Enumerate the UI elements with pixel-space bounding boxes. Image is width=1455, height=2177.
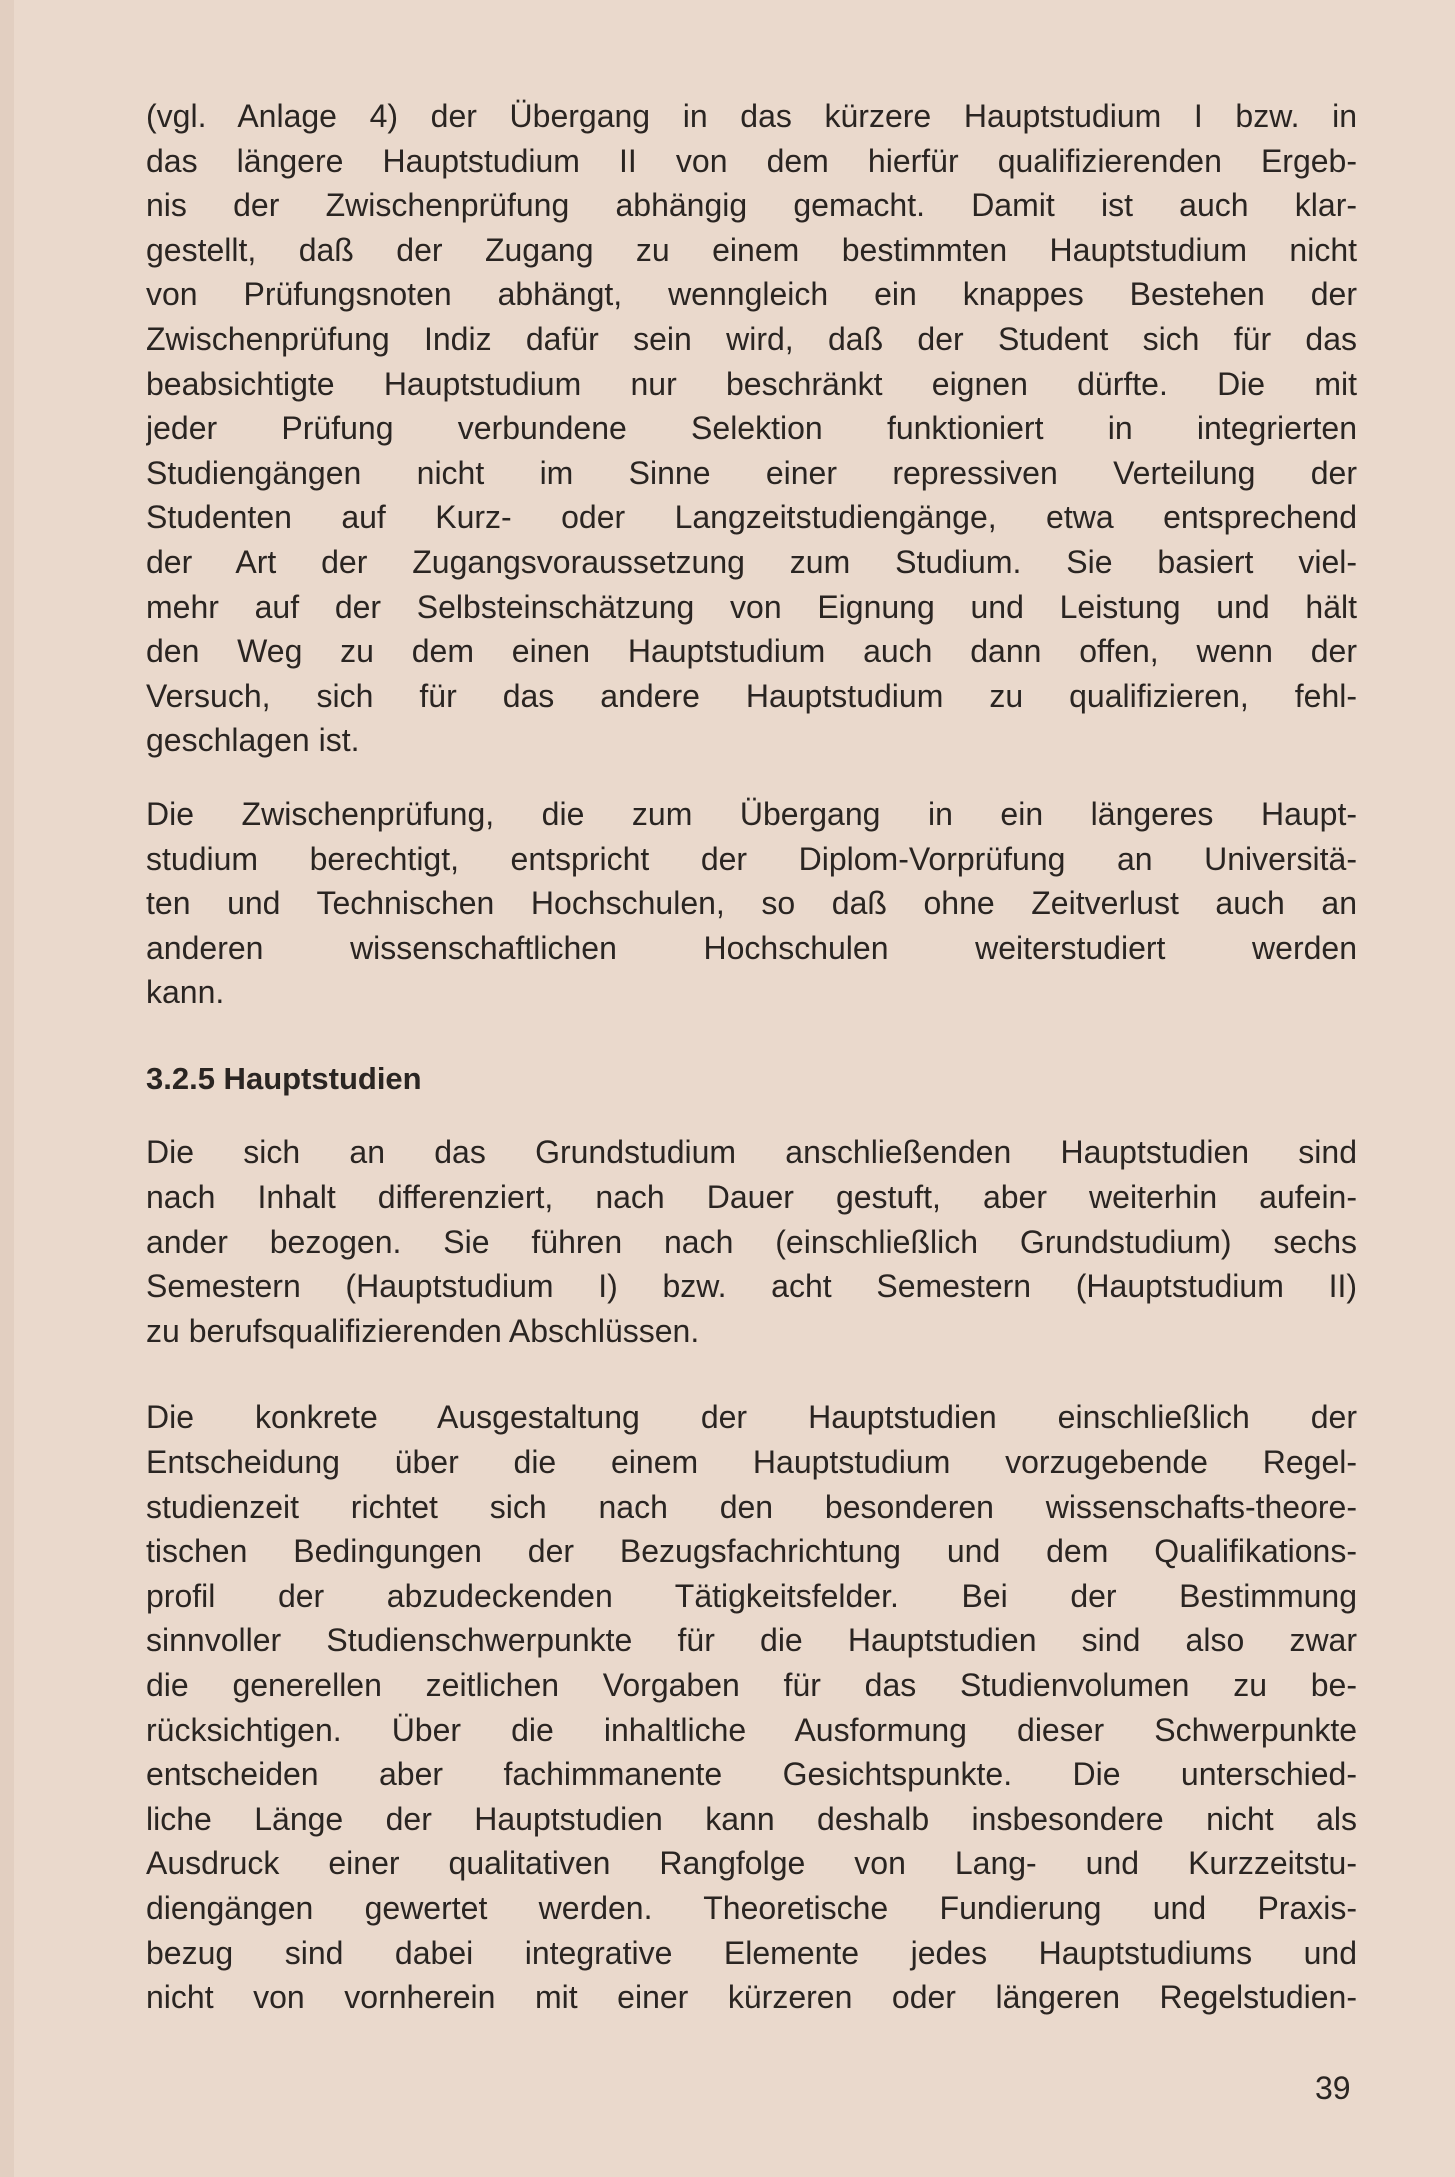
text-line: studienzeit richtet sich nach den besonderen wissenschafts-theore- [146, 1488, 1357, 1525]
paragraph-2 [146, 792, 1357, 1015]
text-line: kann. [146, 974, 225, 1011]
text-line: bezug sind dabei integrative Elemente jedes Hauptstudiums und [146, 1934, 1357, 1971]
text-line: nicht von vornherein mit einer kürzeren oder längeren Regelstudien- [146, 1979, 1357, 2016]
text-line: das längere Hauptstudium II von dem hierfür qualifizierenden Ergeb- [146, 142, 1357, 179]
text-line: Studiengängen nicht im Sinne einer repressiven Verteilung der [146, 454, 1357, 491]
text-line: zu berufsqualifizierenden Abschlüssen. [146, 1312, 700, 1349]
text-line: Versuch, sich für das andere Hauptstudium zu qualifizieren, fehl- [146, 677, 1357, 714]
text-line: beabsichtigte Hauptstudium nur beschränkt eignen dürfte. Die mit [146, 365, 1357, 402]
paragraph-gap [146, 1015, 1357, 1057]
text-line: ander bezogen. Sie führen nach (einschließlich Grundstudium) sechs [146, 1223, 1357, 1260]
text-line: Ausdruck einer qualitativen Rangfolge von Lang- und Kurzzeitstu- [146, 1845, 1357, 1882]
text-line: Die sich an das Grundstudium anschließenden Hauptstudien sind [146, 1134, 1357, 1171]
page-number: 39 [1315, 2070, 1351, 2106]
paragraph-gap [146, 763, 1357, 792]
paragraph-1 [146, 94, 1357, 763]
text-line: jeder Prüfung verbundene Selektion funktioniert in integrierten [146, 410, 1357, 447]
text-line: mehr auf der Selbsteinschätzung von Eignung und Leistung und hält [146, 588, 1357, 625]
text-line: nach Inhalt differenziert, nach Dauer gestuft, aber weiterhin aufein- [146, 1179, 1357, 1216]
text-line: Zwischenprüfung Indiz dafür sein wird, daß der Student sich für das [146, 320, 1357, 357]
text-line: Die konkrete Ausgestaltung der Hauptstudien einschließlich der [146, 1399, 1357, 1436]
text-line: Studenten auf Kurz- oder Langzeitstudiengänge, etwa entsprechend [146, 499, 1357, 536]
paragraph-gap [146, 1101, 1357, 1130]
text-line: Semestern (Hauptstudium I) bzw. acht Semestern (Hauptstudium II) [146, 1268, 1357, 1305]
text-line: profil der abzudeckenden Tätigkeitsfelder. Bei der Bestimmung [146, 1577, 1357, 1614]
text-line: nis der Zwischenprüfung abhängig gemacht. Damit ist auch klar- [146, 187, 1357, 224]
text-line: studium berechtigt, entspricht der Diplom-Vorprüfung an Universitä- [146, 840, 1357, 877]
text-line: entscheiden aber fachimmanente Gesichtspunkte. Die unterschied- [146, 1756, 1357, 1793]
text-line: sinnvoller Studienschwerpunkte für die Hauptstudien sind also zwar [146, 1622, 1357, 1659]
body-text [146, 94, 1357, 2020]
text-line: die generellen zeitlichen Vorgaben für das Studienvolumen zu be- [146, 1667, 1357, 1703]
text-line: geschlagen ist. [146, 722, 360, 759]
text-line: Entscheidung über die einem Hauptstudium vorzugebende Regel- [146, 1444, 1357, 1481]
text-line: der Art der Zugangsvoraussetzung zum Studium. Sie basiert viel- [146, 543, 1357, 580]
text-line: liche Länge der Hauptstudien kann deshalb insbesondere nicht als [146, 1800, 1357, 1837]
paragraph-4 [146, 1395, 1357, 2019]
text-line: von Prüfungsnoten abhängt, wenngleich ein knappes Bestehen der [146, 276, 1357, 313]
paragraph-3 [146, 1130, 1357, 1353]
text-line: den Weg zu dem einen Hauptstudium auch dann offen, wenn der [146, 633, 1357, 670]
text-line: ten und Technischen Hochschulen, so daß ohne Zeitverlust auch an [146, 885, 1357, 922]
text-line: tischen Bedingungen der Bezugsfachrichtung und dem Qualifikations- [146, 1533, 1357, 1570]
text-line: rücksichtigen. Über die inhaltliche Ausformung dieser Schwerpunkte [146, 1711, 1357, 1748]
text-line: anderen wissenschaftlichen Hochschulen weiterstudiert werden [146, 929, 1357, 966]
text-line: (vgl. Anlage 4) der Übergang in das kürzere Hauptstudium I bzw. in [146, 98, 1357, 134]
page-edge [0, 0, 14, 2177]
section-heading: 3.2.5 Hauptstudien [146, 1060, 422, 1096]
text-line: diengängen gewertet werden. Theoretische Fundierung und Praxis- [146, 1889, 1357, 1926]
text-line: Die Zwischenprüfung, die zum Übergang in ein längeres Haupt- [146, 795, 1357, 832]
text-line: gestellt, daß der Zugang zu einem bestimmten Hauptstudium nicht [146, 231, 1357, 268]
paragraph-gap [146, 1353, 1357, 1395]
